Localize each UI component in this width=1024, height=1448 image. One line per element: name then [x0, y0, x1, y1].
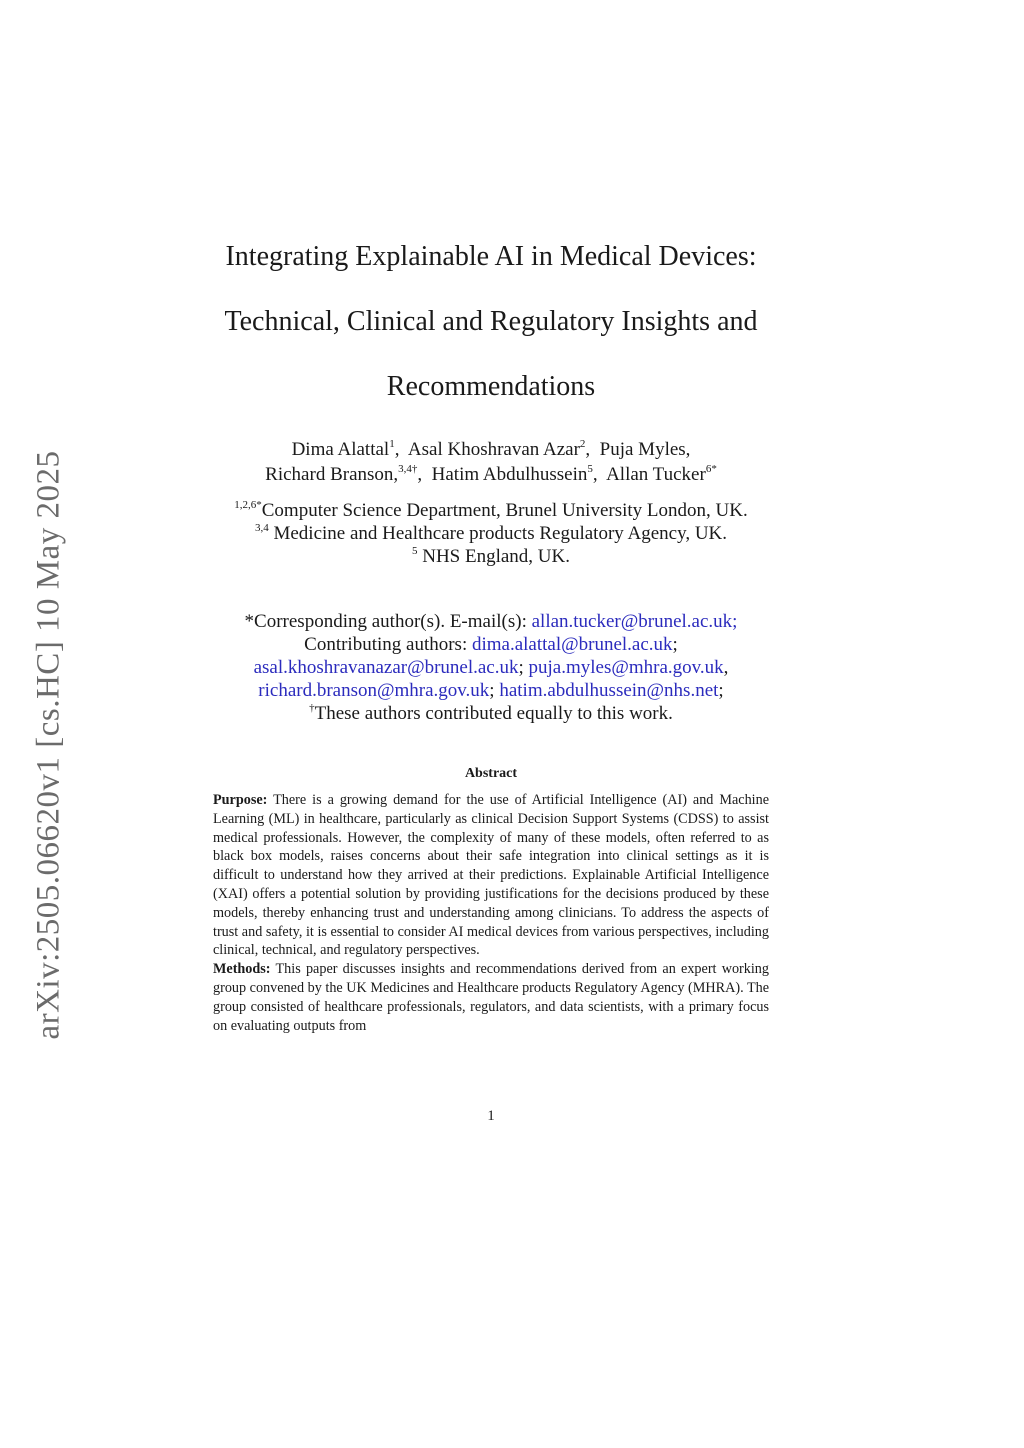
author-name: Hatim Abdulhussein — [431, 464, 588, 485]
affiliation-mark: 5 — [411, 545, 418, 557]
methods-label: Methods: — [213, 961, 271, 978]
author-affiliation-mark: 1 — [389, 438, 395, 450]
separator: ; — [718, 680, 724, 701]
author-line-2: Richard Branson,$^{3,4\dagger}$, Hatim Abdulhussein$^5$, Allan Tucker$^{6*}$ — [265, 463, 717, 485]
corresponding-label: *Corresponding author(s). E-mail(s): — [244, 611, 532, 632]
purpose-text: There is a growing demand for the use of Artificial Intelligence (AI) and Machine Learning (ML) in healthcare, particularly as clinical Decision Support Systems (CDSS) to assist medical professionals. However, the complexity of many of these models, often referred to as black box models, raises concerns about their safe integration into clinical settings as it is difficult to understand how they arrived at their predictions. Explainable Artificial Intelligence (XAI) offers a potential solution by providing justifications for the decisions produced by these models, thereby enhancing trust and understanding among clinicians. To address the aspects of trust and safety, it is essential to consider AI medical devices from various perspectives, including clinical, technical, and regulatory perspectives. — [213, 792, 769, 959]
contributing-authors-line — [0, 634, 982, 656]
email-link-hatim[interactable]: hatim.abdulhussein@nhs.net — [499, 680, 719, 701]
author-name: Puja Myles, — [599, 439, 691, 460]
abstract-methods — [213, 960, 769, 1035]
author-affiliation-mark: 3,4† — [398, 463, 418, 475]
abstract-body — [213, 791, 769, 1035]
author-affiliation-mark: 2 — [579, 438, 586, 450]
author-name: Dima Alattal — [291, 439, 390, 460]
separator: ; — [518, 657, 529, 678]
affiliation-2 — [0, 523, 982, 545]
author-affiliation-mark: 6* — [705, 463, 717, 475]
affiliation-1 — [0, 500, 982, 522]
methods-text: This paper discusses insights and recommendations derived from an expert working group convened by the UK Medicines and Healthcare products Regulatory Agency (MHRA). The group consisted of healthcare professionals, regulators, and data scientists, with a primary focus on evaluating outputs from — [213, 961, 769, 1034]
arxiv-identifier[interactable]: arXiv:2505.06620v1 [cs.HC] 10 May 2025 — [30, 450, 67, 1040]
affiliation-3 — [0, 546, 982, 568]
contributing-label: Contributing authors: — [304, 634, 472, 655]
affiliation-text: NHS England, UK. — [417, 546, 571, 567]
equal-contribution-text: These authors contributed equally to this work. — [314, 703, 673, 724]
separator: ; — [489, 680, 500, 701]
contributing-emails-line-2 — [0, 680, 982, 702]
author-affiliation-mark: 5 — [587, 463, 593, 475]
email-link-richard[interactable]: richard.branson@mhra.gov.uk — [258, 680, 490, 701]
author-name: Allan Tucker — [606, 464, 706, 485]
affiliation-text: Computer Science Department, Brunel University London, UK. — [261, 500, 748, 521]
separator: , — [723, 657, 729, 678]
purpose-label: Purpose: — [213, 792, 268, 808]
author-name: Asal Khoshravan Azar — [407, 439, 580, 460]
abstract-purpose — [213, 791, 769, 960]
affiliation-mark: 3,4 — [254, 522, 269, 534]
email-link-puja[interactable]: puja.myles@mhra.gov.uk — [528, 657, 724, 678]
corresponding-author-line — [0, 611, 982, 633]
dagger-mark: † — [309, 702, 315, 714]
separator: ; — [672, 634, 678, 655]
page-number: 1 — [487, 1108, 495, 1124]
abstract-heading: Abstract — [464, 766, 518, 781]
paper-title-line-3: Recommendations — [386, 371, 596, 402]
affiliation-text: Medicine and Healthcare products Regulatory Agency, UK. — [268, 523, 728, 544]
affiliation-mark: 1,2,6* — [234, 499, 262, 511]
equal-contribution-note — [0, 703, 982, 725]
email-link-asal[interactable]: asal.khoshravanazar@brunel.ac.uk — [253, 657, 519, 678]
author-name: Richard Branson, — [265, 464, 399, 485]
author-line-1: Dima Alattal$^1$, Asal Khoshravan Azar$^2$, Puja Myles, — [291, 438, 691, 460]
email-link-dima[interactable]: dima.alattal@brunel.ac.uk — [471, 634, 673, 655]
paper-title-line-2: Technical, Clinical and Regulatory Insights and — [224, 306, 758, 337]
paper-title-line-1: Integrating Explainable AI in Medical Devices: — [225, 241, 757, 272]
contributing-emails-line-1 — [0, 657, 982, 679]
corresponding-email-link[interactable]: allan.tucker@brunel.ac.uk; — [531, 611, 738, 632]
